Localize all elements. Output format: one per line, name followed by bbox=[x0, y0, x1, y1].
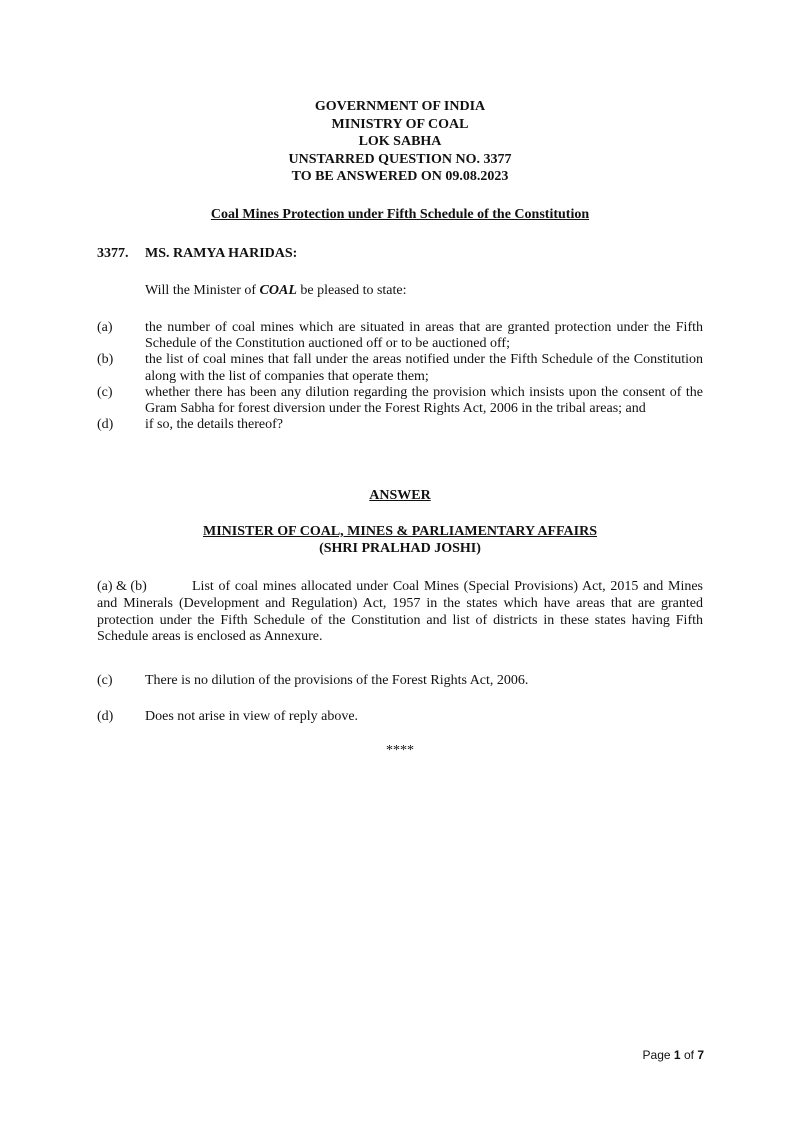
minister-title: MINISTER OF COAL, MINES & PARLIAMENTARY AFFAIRS bbox=[203, 524, 597, 539]
header-government: GOVERNMENT OF INDIA bbox=[314, 99, 486, 114]
answer-a-b bbox=[97, 579, 703, 646]
questioner-line bbox=[97, 246, 297, 262]
answer-a-b-text: List of coal mines allocated under Coal Mines (Special Provisions) Act, 2015 and Mines and Minerals (Development and Regulation) Act, 1957 in the states which have areas that are granted protection under the Fifth Schedule of the Constitution and list of districts in these states having Fifth Schedule areas is enclosed as Annexure. bbox=[97, 579, 703, 645]
header-question-number: UNSTARRED QUESTION NO. 3377 bbox=[288, 151, 512, 167]
header-house: LOK SABHA bbox=[358, 134, 442, 149]
intro-text-after: be pleased to state: bbox=[296, 283, 407, 298]
header-answer-date: TO BE ANSWERED ON 09.08.2023 bbox=[291, 169, 509, 184]
question-subject: Coal Mines Protection under Fifth Schedule of the Constitution bbox=[210, 207, 590, 222]
question-item-label: (b) bbox=[97, 352, 114, 368]
answer-c-text: There is no dilution of the provisions of the Forest Rights Act, 2006. bbox=[145, 673, 529, 688]
question-item-text: the list of coal mines that fall under the areas notified under the Fifth Schedule of the Constitution along with the list of companies that operate them; bbox=[145, 352, 703, 384]
question-item bbox=[97, 352, 703, 384]
answer-d-label: (d) bbox=[97, 709, 114, 724]
page-word: Page bbox=[642, 1048, 671, 1062]
minister-name: (SHRI PRALHAD JOSHI) bbox=[319, 540, 481, 556]
answer-d bbox=[97, 709, 703, 725]
answer-heading: ANSWER bbox=[369, 488, 431, 503]
header-ministry: MINISTRY OF COAL bbox=[331, 116, 469, 132]
member-name: MS. RAMYA HARIDAS: bbox=[145, 246, 298, 261]
minister-block bbox=[0, 524, 800, 557]
question-item bbox=[97, 385, 703, 417]
question-item bbox=[97, 417, 703, 433]
answer-c-label: (c) bbox=[97, 673, 113, 688]
question-item-label: (d) bbox=[97, 417, 114, 433]
of-word: of bbox=[683, 1048, 694, 1062]
question-items bbox=[97, 320, 703, 433]
end-marker: **** bbox=[386, 743, 414, 758]
question-item-text: whether there has been any dilution regarding the provision which insists upon the consent of the Gram Sabha for forest diversion under the Forest Rights Act, 2006 in the tribal areas; and bbox=[145, 384, 703, 417]
total-pages: 7 bbox=[697, 1048, 704, 1062]
intro-ministry-emphasis: COAL bbox=[259, 283, 297, 298]
question-number: 3377. bbox=[97, 246, 129, 261]
current-page: 1 bbox=[673, 1048, 681, 1062]
answer-d-text: Does not arise in view of reply above. bbox=[145, 709, 359, 724]
question-item bbox=[97, 320, 703, 352]
page-number bbox=[643, 1048, 704, 1062]
document-header bbox=[0, 98, 800, 186]
intro-text-before: Will the Minister of bbox=[145, 283, 260, 298]
answer-c bbox=[97, 673, 703, 689]
question-intro bbox=[145, 283, 407, 299]
question-item-text: the number of coal mines which are situated in areas that are granted protection under the Fifth Schedule of the Constitution auctioned off or to be auctioned off; bbox=[145, 320, 703, 352]
question-item-text: if so, the details thereof? bbox=[145, 417, 284, 433]
question-item-label: (c) bbox=[97, 384, 113, 400]
question-item-label: (a) bbox=[97, 320, 113, 335]
answer-a-b-label: (a) & (b) bbox=[97, 579, 147, 594]
